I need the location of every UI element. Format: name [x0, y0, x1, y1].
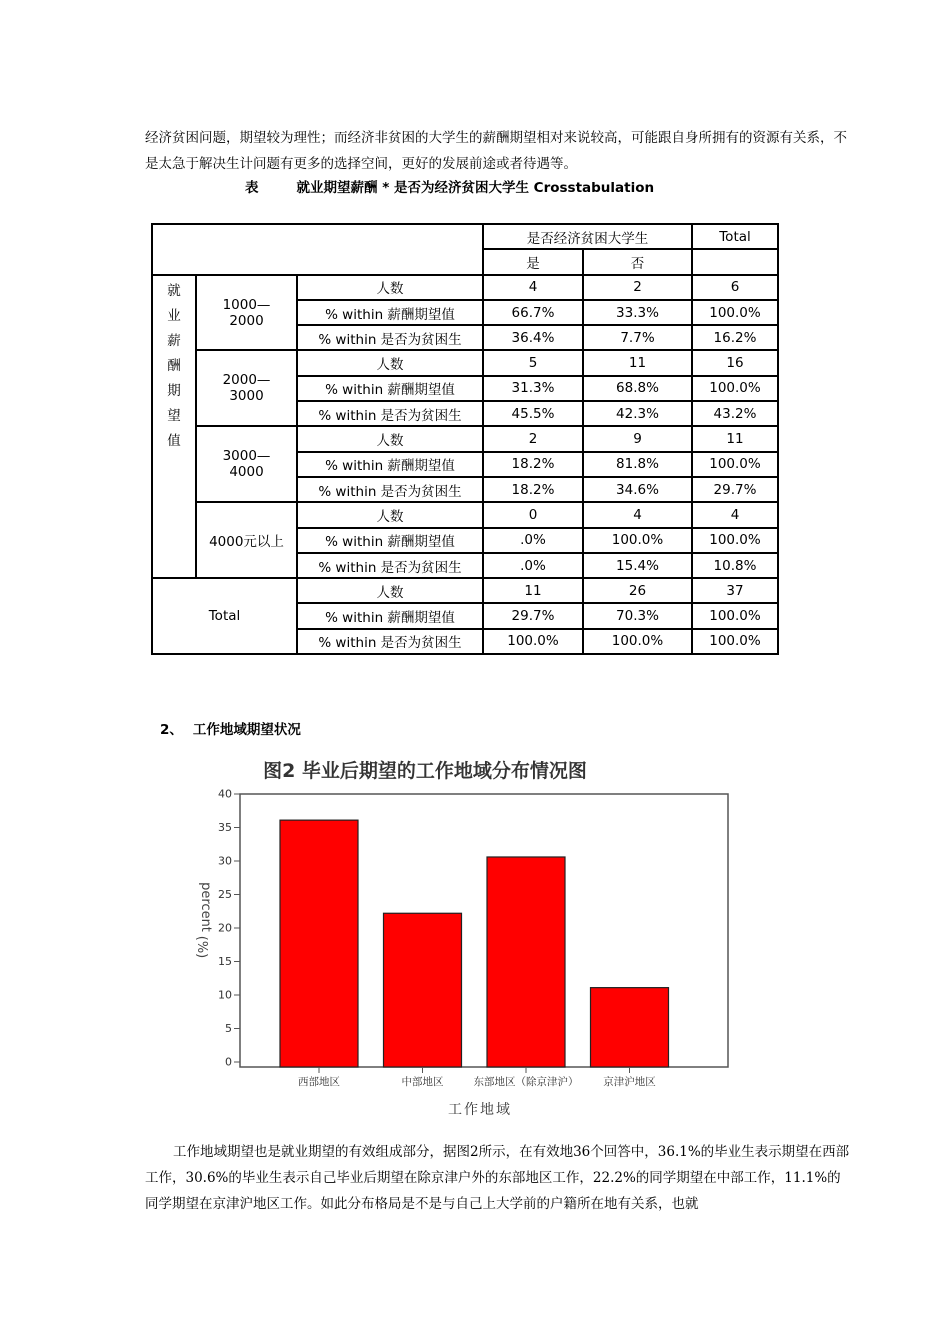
table-row: % within 薪酬期望值 31.3% 68.8% 100.0%	[152, 376, 778, 401]
section-number: 2、	[160, 722, 183, 738]
total-subheader-empty	[692, 249, 778, 274]
table-row: 就 业 薪 酬 期 望 值 1000— 2000 人数 4 2 6	[152, 275, 778, 300]
y-tick-label: 10	[218, 988, 232, 1002]
column-group-header: 是否经济贫困大学生	[483, 224, 692, 249]
y-axis-label-unit: (%)	[194, 935, 209, 959]
x-tick-label: 东部地区（除京津沪）	[473, 1076, 579, 1088]
col-header-no: 否	[583, 249, 692, 274]
bar-chart	[180, 752, 760, 1127]
table-caption-title: 就业期望薪酬 * 是否为经济贫困大学生 Crosstabulation	[296, 180, 655, 196]
table-row-total: % within 薪酬期望值 29.7% 70.3% 100.0%	[152, 603, 778, 628]
chart-title: 图2 毕业后期望的工作地域分布情况图	[263, 760, 587, 782]
group-label: 1000— 2000	[196, 275, 297, 351]
x-axis	[298, 1067, 656, 1088]
y-tick-label: 40	[218, 787, 232, 801]
table-row-total: % within 是否为贫困生 100.0% 100.0% 100.0%	[152, 629, 778, 654]
table-row: % within 是否为贫困生 36.4% 7.7% 16.2%	[152, 325, 778, 350]
table-row: % within 是否为贫困生 45.5% 42.3% 43.2%	[152, 401, 778, 426]
table-row: % within 薪酬期望值 .0% 100.0% 100.0%	[152, 528, 778, 553]
table-row: 3000— 4000 人数 2 9 11	[152, 426, 778, 451]
bar	[280, 820, 358, 1067]
section-heading	[160, 718, 301, 738]
table-caption-prefix: 表	[245, 180, 259, 196]
total-row-label: Total	[152, 578, 297, 654]
y-tick-label: 15	[218, 955, 232, 968]
x-tick-label: 西部地区	[298, 1076, 340, 1088]
table-row: % within 是否为贫困生 18.2% 34.6% 29.7%	[152, 477, 778, 502]
y-axis-label-percent: percent	[198, 882, 213, 932]
col-header-yes: 是	[483, 249, 583, 274]
table-header-row	[152, 224, 778, 249]
crosstab-table	[151, 223, 779, 655]
closing-paragraph: 工作地域期望也是就业期望的有效组成部分，据图2所示，在有效地36个回答中，36.1%的毕业生表示期望在西部工作，30.6%的毕业生表示自己毕业后期望在除京津户外的东部地区工作，22.2%的同学期望在中部工作，11.1%的同学期望在京津沪地区工作。如此分布格局是不是与自己上大学前的户籍所在地有关系，也就	[145, 1144, 850, 1212]
table-caption	[245, 176, 654, 196]
table-row-total: Total 人数 11 26 37	[152, 578, 778, 603]
y-tick-label: 0	[225, 1055, 232, 1069]
table-row: % within 薪酬期望值 66.7% 33.3% 100.0%	[152, 300, 778, 325]
section-title: 工作地域期望状况	[192, 722, 301, 738]
row-dimension-label: 就 业 薪 酬 期 望 值	[152, 275, 196, 579]
intro-paragraph: 经济贫困问题，期望较为理性；而经济非贫困的大学生的薪酬期望相对来说较高，可能跟自身所拥有的资源有关系，不是太急于解决生计问题有更多的选择空间，更好的发展前途或者待遇等。	[145, 130, 847, 172]
group-label: 3000— 4000	[196, 426, 297, 502]
total-column-header: Total	[692, 224, 778, 249]
table-row: % within 是否为贫困生 .0% 15.4% 10.8%	[152, 553, 778, 578]
bar	[384, 913, 462, 1067]
bar	[591, 988, 669, 1067]
y-tick-label: 35	[218, 821, 232, 834]
y-tick-label: 20	[218, 921, 232, 935]
x-axis-label: 工作地域	[448, 1102, 512, 1118]
x-tick-label: 京津沪地区	[603, 1076, 656, 1088]
table-corner-cell	[152, 224, 483, 275]
bars-group	[280, 820, 669, 1067]
table-row: % within 薪酬期望值 18.2% 81.8% 100.0%	[152, 452, 778, 477]
y-tick-label: 25	[218, 888, 232, 901]
table-row: 2000— 3000 人数 5 11 16	[152, 350, 778, 375]
group-label: 2000— 3000	[196, 350, 297, 426]
y-tick-label: 5	[225, 1022, 232, 1035]
y-axis	[218, 788, 240, 1069]
group-label: 4000元以上	[196, 502, 297, 578]
y-tick-label: 30	[218, 854, 232, 868]
bar	[487, 857, 565, 1067]
x-tick-label: 中部地区	[401, 1076, 444, 1088]
table-row: 4000元以上 人数 0 4 4	[152, 502, 778, 527]
